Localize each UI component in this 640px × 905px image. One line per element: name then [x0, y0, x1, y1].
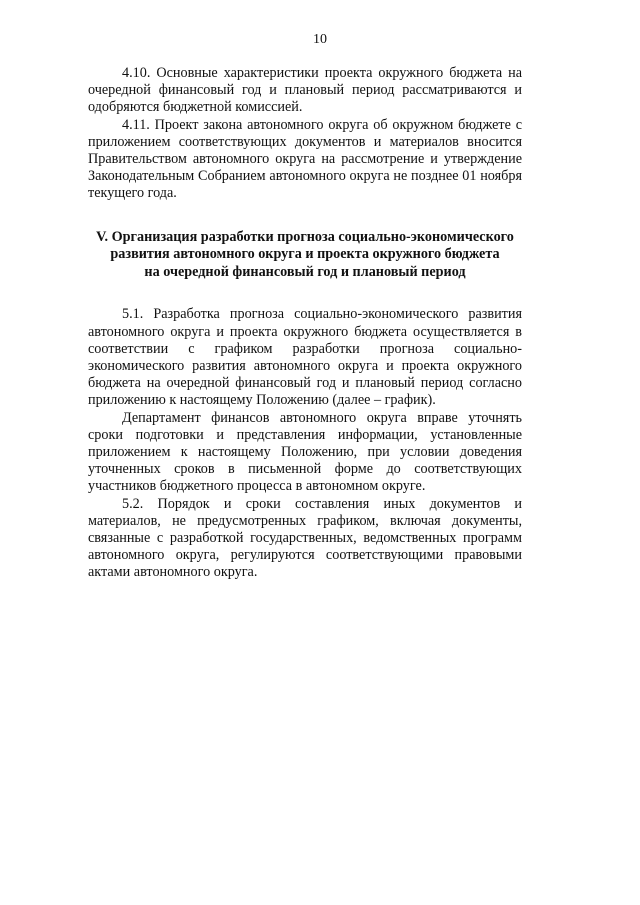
paragraph-5-2: 5.2. Порядок и сроки составления иных документов и материалов, не предусмотренных графиком, включая документы, связанные с разработкой государственных, ведомственных программ автономного округа, регулируются соответствующими правовыми актами автономного округа.	[88, 495, 522, 581]
section-heading	[88, 229, 522, 282]
section-heading-line: развития автономного округа и проекта окружного бюджета	[110, 246, 500, 263]
section-heading-line: на очередной финансовый год и плановый период	[144, 263, 466, 280]
paragraph-department-finance: Департамент финансов автономного округа вправе уточнять сроки подготовки и представления информации, установленные приложением к настоящему Положению, при условии доведения уточненных сроков в письменной форме до соответствующих участников бюджетного процесса в автономном округе.	[88, 409, 522, 495]
paragraph-5-1: 5.1. Разработка прогноза социально-экономического развития автономного округа и проекта окружного бюджета осуществляется в соответствии с графиком разработки прогноза социально-экономического развития автономного округа и проекта окружного бюджета на очередной финансовый год и плановый период согласно приложению к настоящему Положению (далее – график).	[88, 306, 522, 409]
page-number: 10	[313, 32, 327, 47]
paragraph-4-11: 4.11. Проект закона автономного округа об окружном бюджете с приложением соответствующих документов и материалов вносится Правительством автономного округа на рассмотрение и утверждение Законодательным Собранием автономного округа не позднее 01 ноября текущего года.	[88, 116, 522, 202]
document-body	[88, 65, 522, 582]
paragraph-4-10: 4.10. Основные характеристики проекта окружного бюджета на очередной финансовый год и плановый период рассматриваются и одобряются бюджетной комиссией.	[88, 65, 522, 116]
section-heading-line: V. Организация разработки прогноза социально-экономического	[96, 228, 514, 245]
